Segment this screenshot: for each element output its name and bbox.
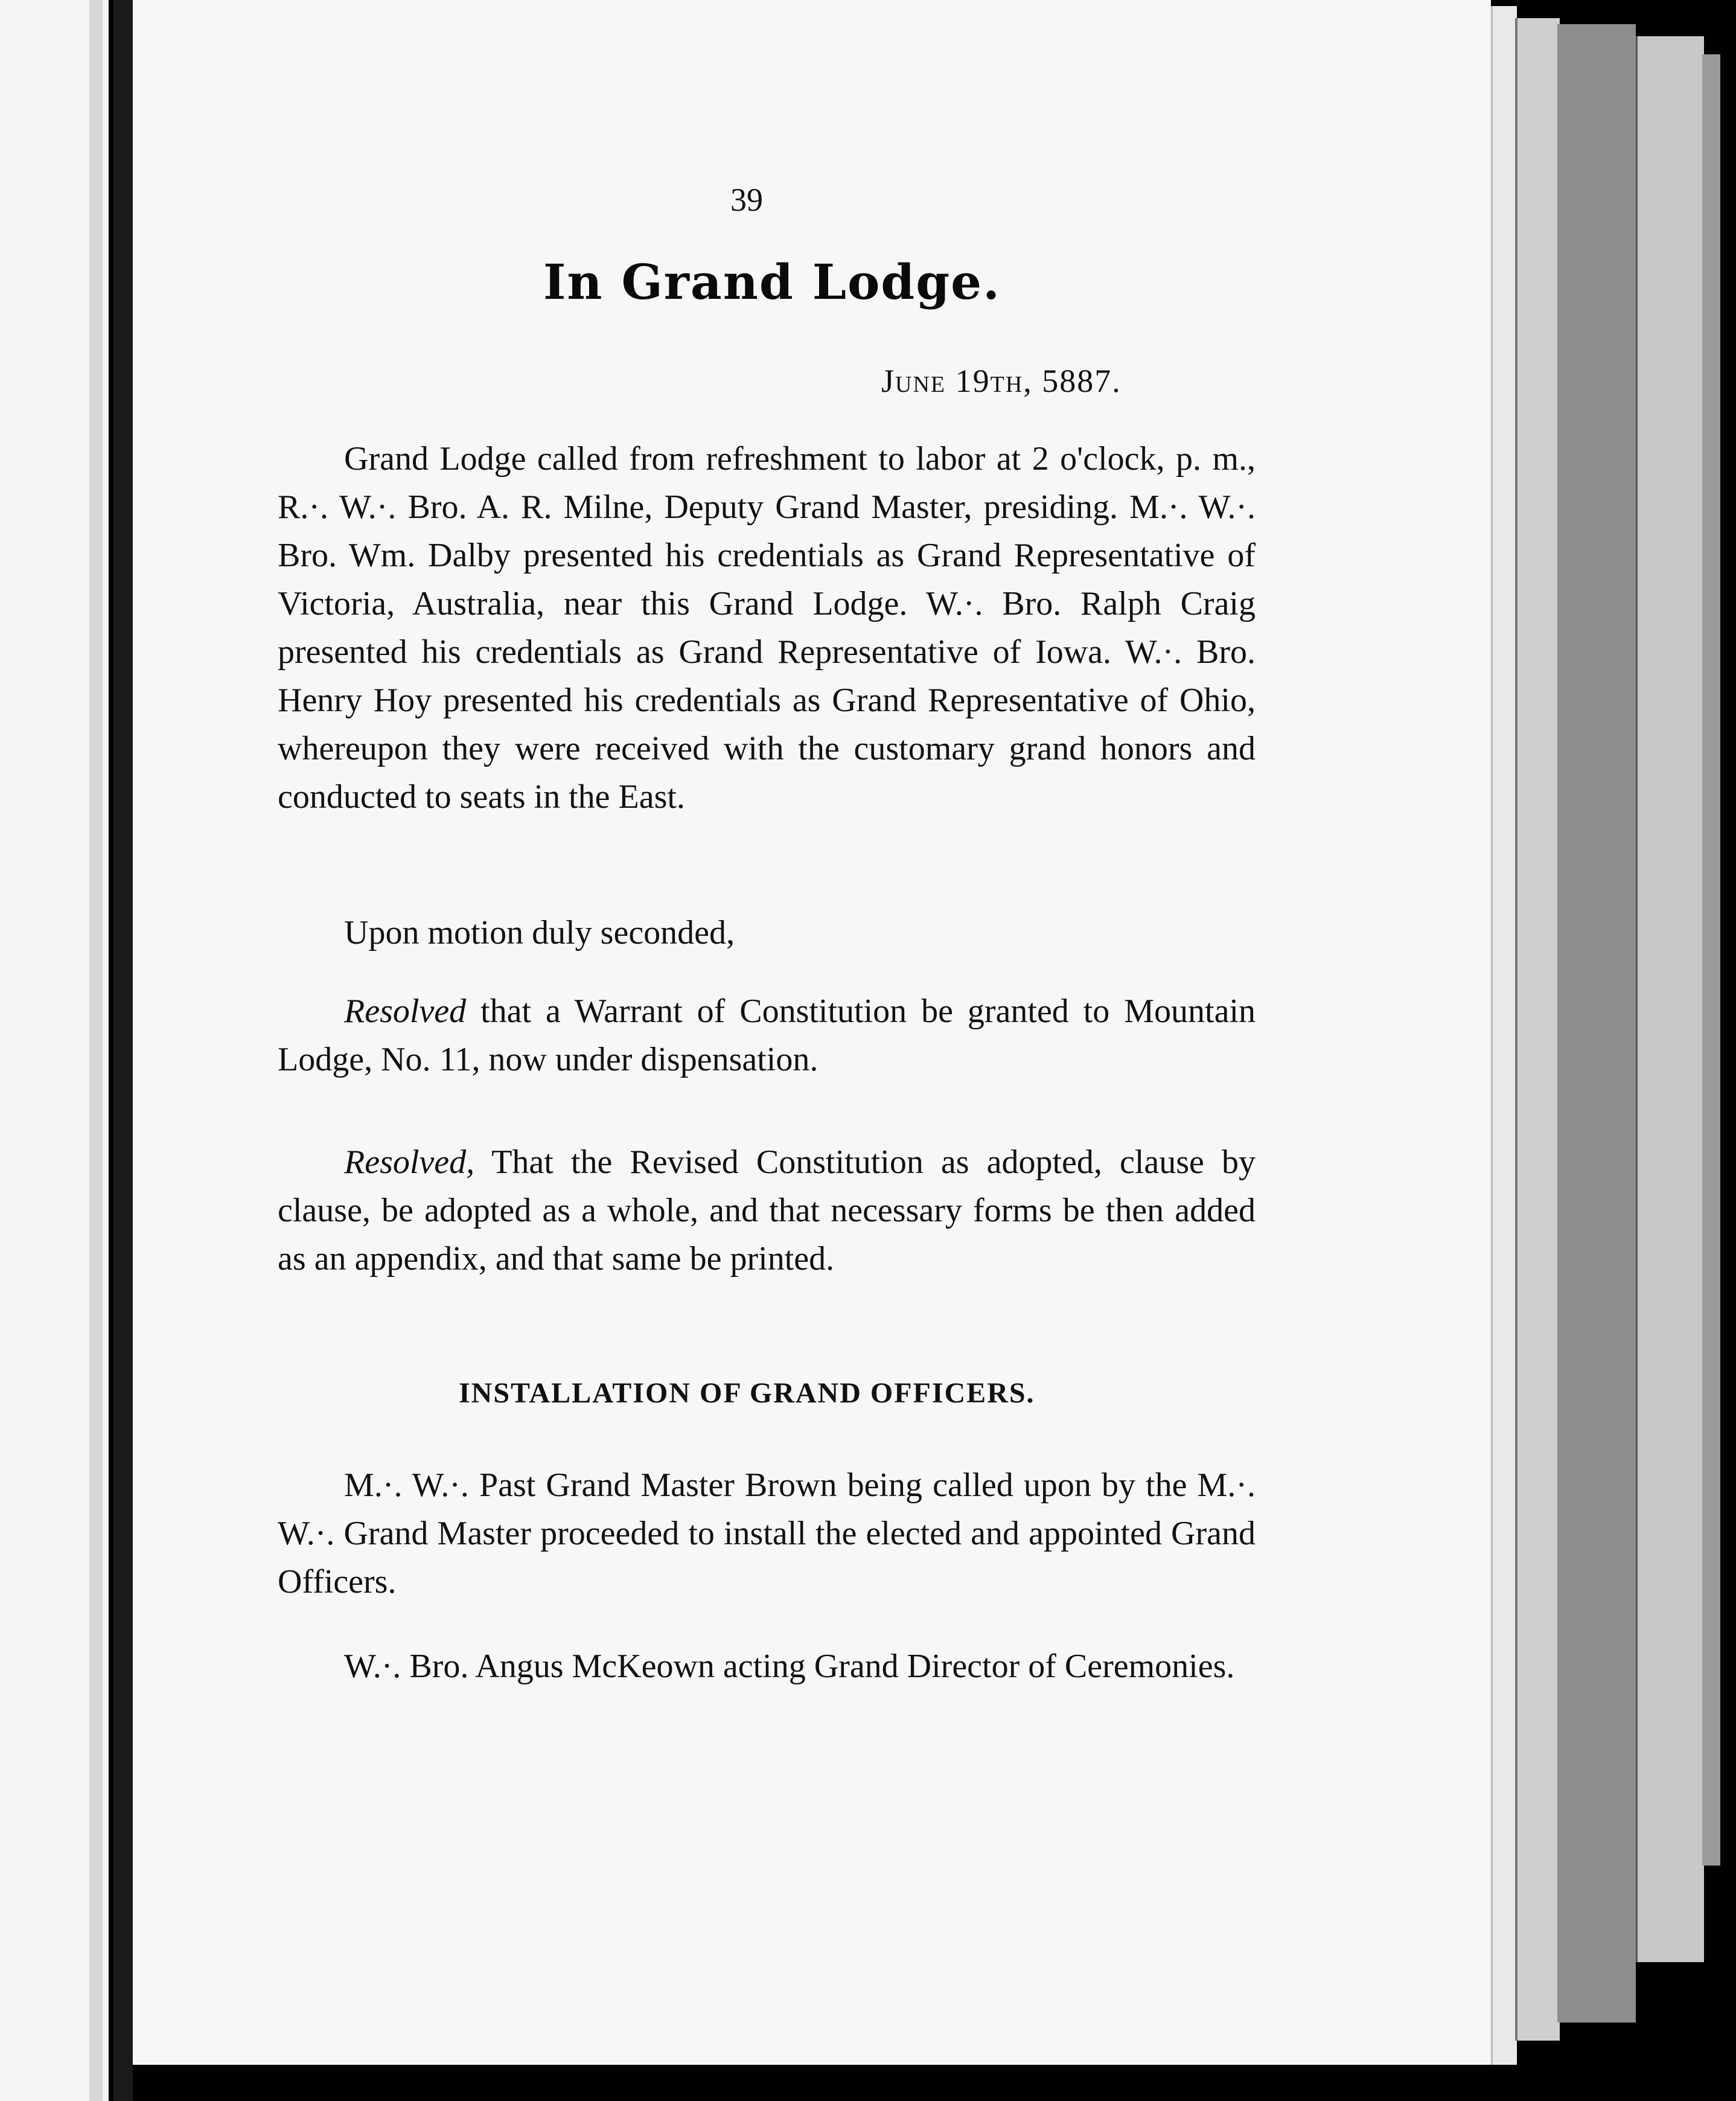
paragraph-motion: Upon motion duly seconded, (344, 914, 735, 951)
page-stack-edge (1515, 18, 1560, 2041)
page-title: In Grand Lodge. (543, 254, 1001, 310)
book-gutter (113, 0, 133, 2101)
page-number: 39 (730, 182, 763, 218)
page-stack-edge (1636, 36, 1704, 1962)
date-line: June 19th, 5887. (881, 363, 1122, 399)
page-stack-edge (1702, 54, 1720, 1866)
paragraph-resolution-constitution (278, 1138, 1256, 1283)
page-stack-edge (1557, 24, 1636, 2023)
paragraph-installation: M.·. W.·. Past Grand Master Brown being called upon by the M.·. W.·. Grand Master proceeded to install the elected and appointed Grand Officers. (278, 1466, 1256, 1601)
page-fold (89, 0, 103, 2101)
left-page-edge (0, 0, 113, 2101)
page-stack-edge (1491, 6, 1517, 2065)
section-heading: INSTALLATION OF GRAND OFFICERS. (459, 1377, 1035, 1409)
paragraph-resolution-warrant (278, 987, 1256, 1084)
resolved-lead: Resolved, (344, 1143, 475, 1181)
paragraph-proceedings: Grand Lodge called from refreshment to labor at 2 o'clock, p. m., R.·. W.·. Bro. A. R. Milne, Deputy Grand Master, presiding. M.·. W.·. Bro. Wm. Dalby presented his credentials as Grand Representative of Victoria, Australia, near this Grand Lodge. W.·. Bro. Ralph Craig presented his credentials as Grand Representative of Iowa. W.·. Bro. Henry Hoy presented his credentials as Grand Representative of Ohio, whereupon they were received with the customary grand honors and conducted to seats in the East. (278, 440, 1256, 816)
paragraph-director: W.·. Bro. Angus McKeown acting Grand Director of Ceremonies. (344, 1648, 1235, 1685)
resolution-text: That the Revised Constitution as adopted, clause by clause, be adopted as a whole, and that necessary forms be then added as an appendix, and that same be printed. (278, 1143, 1256, 1278)
resolved-lead: Resolved (344, 993, 467, 1030)
resolution-text: that a Warrant of Constitution be granted to Mountain Lodge, No. 11, now under dispensation. (278, 993, 1256, 1078)
